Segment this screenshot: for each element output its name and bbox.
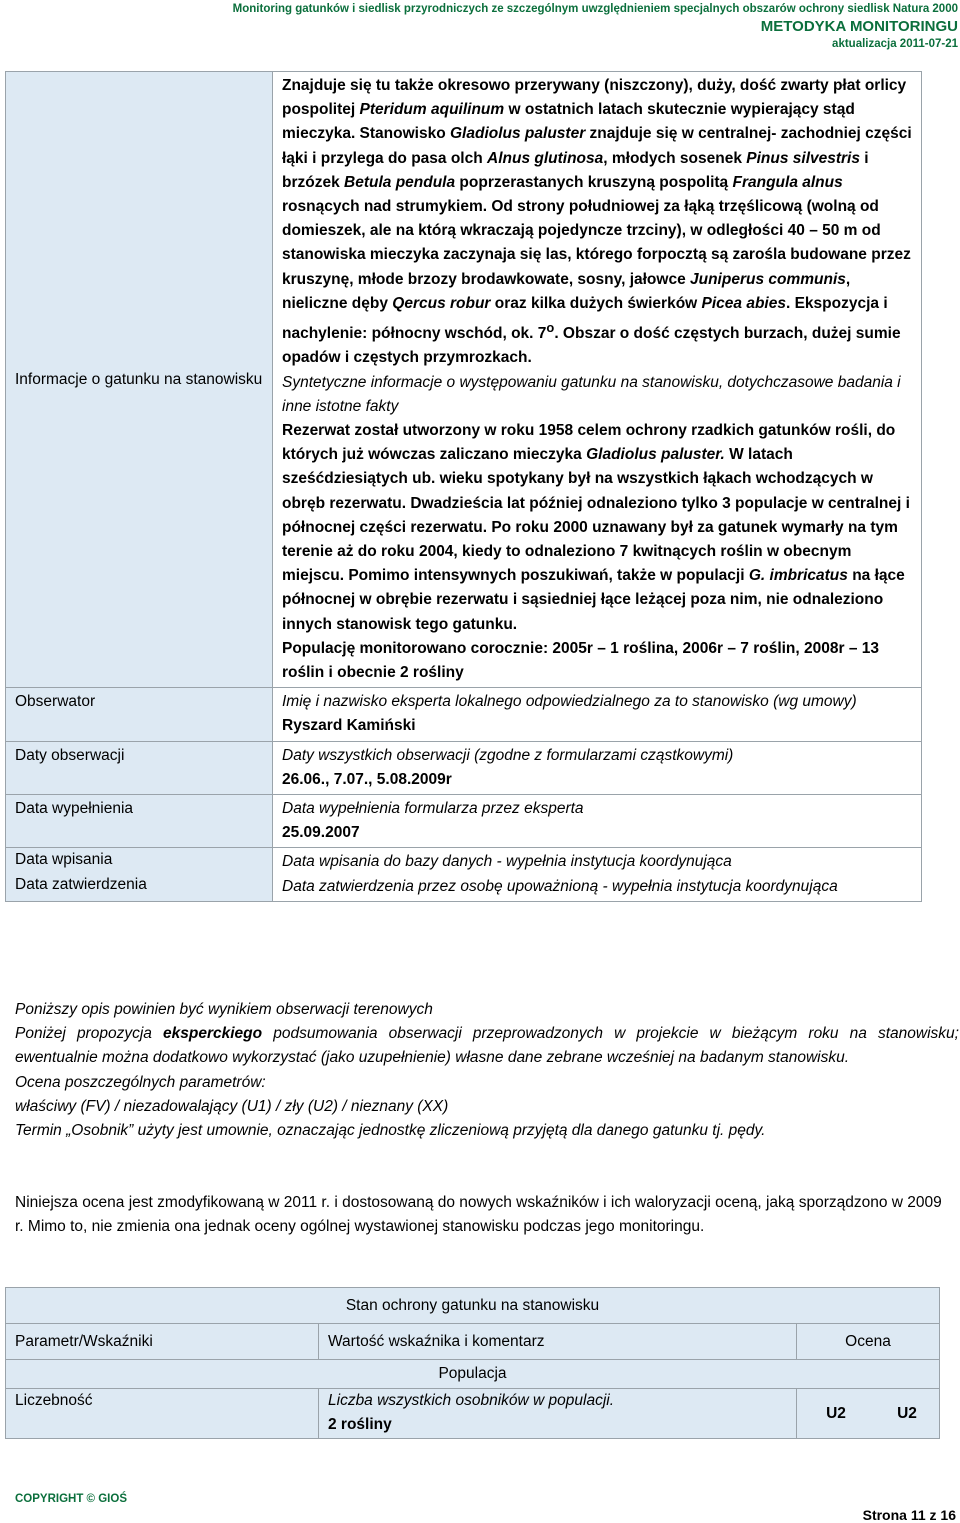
- table-row: [6, 1389, 940, 1439]
- group-populacja: Populacja: [6, 1360, 940, 1389]
- observer-hint: Imię i nazwisko eksperta lokalnego odpowiedzialnego za to stanowisko (wg umowy): [282, 693, 857, 711]
- approval-date-hint: Data zatwierdzenia przez osobę upoważnioną - wypełnia instytucja koordynująca: [282, 877, 838, 895]
- info-label: Informacje o gatunku na stanowisku: [6, 72, 273, 688]
- fill-date-value: [273, 795, 922, 848]
- rating-cell: U2: [797, 1389, 876, 1439]
- header-update-date: aktualizacja 2011-07-21: [832, 38, 958, 50]
- fill-date: 25.09.2007: [282, 824, 360, 842]
- note-line: Termin „Osobnik” użyty jest umownie, oznaczając jednostkę zliczeniową przyjętą dla danego gatunku tj. pędy.: [15, 1122, 766, 1140]
- site-description: Znajduje się tu także okresowo przerywany (niszczony), duży, dość zwarty płat orlicy pospolitej Pteridum aquilinum w ostatnich latach skutecznie wypierający stąd mieczyka. Stanowisko Gladiolus paluster znajduje się w centralnej- zachodniej części łąki i przylega do pasa olch Alnus glutinosa, młodych sosenek Pinus silvestris i brzózek Betula pendula poprzerastanych kruszyną pospolitą Frangula alnus rosnących nad strumykiem. Od strony południowej za łąką trzęślicową (wolną od domieszek, ale na którą wkraczają pojedyncze trzciny), w odległości 40 – 50 m od stanowiska mieczyka zaczynaja się las, którego forpocztą są zarośla budowane przez kruszynę, młode brzozy brodawkowate, sosny, jałowce Juniperus communis, nieliczne dęby Qercus robur oraz kilka dużych świerków Picea abies. Ekspozycja i nachylenie: północny wschód, ok. 7$^o$. Obszar o dość częstych burzach, dużej sumie opadów i częstych przymrozkach.: [282, 77, 912, 367]
- info-value: [273, 72, 922, 688]
- header-project-title: Monitoring gatunków i siedlisk przyrodniczych ze szczególnym uwzględnieniem specjalnych obszarów ochrony siedlisk Natura 2000: [232, 3, 958, 15]
- obs-dates-value: [273, 741, 922, 794]
- footer-copyright: COPYRIGHT © GIOŚ: [15, 1493, 127, 1505]
- modification-note: Niniejsza ocena jest zmodyfikowaną w 2011 r. i dostosowaną do nowych wskaźników i ich waloryzacji oceną, jaką sporządzono w 2009 r. Mimo to, nie zmienia ona jednak oceny ogólnej wystawionej stanowisku podczas jego monitoringu.: [15, 1194, 942, 1235]
- entry-date-label: Data wpisania: [15, 851, 113, 869]
- fill-date-row: [6, 795, 922, 848]
- rating-cell: U2: [875, 1389, 940, 1439]
- instructions-notes: [15, 998, 959, 1143]
- obs-dates-label: Daty obserwacji: [6, 741, 273, 794]
- footer-page-number: Strona 11 z 16: [862, 1507, 956, 1523]
- status-title: Stan ochrony gatunku na stanowisku: [6, 1288, 940, 1324]
- entry-date-hint: Data wpisania do bazy danych - wypełnia instytucja koordynująca: [282, 853, 732, 871]
- param-name: Liczebność: [6, 1389, 319, 1439]
- note-line: właściwy (FV) / niezadowalający (U1) / zły (U2) / nieznany (XX): [15, 1097, 449, 1115]
- synth-history: Rezerwat został utworzony w roku 1958 celem ochrony rzadkich gatunków rośli, do których już wówczas zaliczano mieczyka Gladiolus paluster. W latach sześćdziesiątych ub. wieku spotykany był na wszystkich łąkach wchodzących w obręb rezerwatu. Dwadzieścia lat później odnaleziono tylko 3 populacje w centralnej i północnej części rezerwatu. Po roku 2000 uznawany był za gatunek wymarły na tym terenie aż do roku 2004, kiedy to odnaleziono 7 kwitnących roślin w obecnym miejscu. Pomimo intensywnych poszukiwań, także w populacji G. imbricatus na łące północnej w obrębie rezerwatu i sąsiedniej łące leżącej poza nim, nie odnaleziono innych stanowisk tego gatunku.: [282, 422, 910, 633]
- synth-population: Populację monitorowano corocznie: 2005r – 1 roślina, 2006r – 7 roślin, 2008r – 13 roślin i obecnie 2 rośliny: [282, 639, 879, 682]
- observer-value: [273, 688, 922, 741]
- param-value: [319, 1389, 797, 1439]
- col-rating: Ocena: [797, 1324, 940, 1360]
- observer-label: Obserwator: [6, 688, 273, 741]
- note-line: Poniżej propozycja eksperckiego podsumowania obserwacji przeprowadzonych w projekcie w bieżącym roku na stanowisku; ewentualnie można dodatkowo wykorzystać (jako uzupełnienie) własne dane zebrane wcześniej na badanym stanowisku.: [15, 1025, 959, 1067]
- info-row: [6, 72, 922, 688]
- status-group-row: [6, 1360, 940, 1389]
- param-desc: Liczba wszystkich osobników w populacji.: [328, 1392, 615, 1409]
- col-value: Wartość wskaźnika i komentarz: [319, 1324, 797, 1360]
- entry-approval-labels: [6, 848, 273, 901]
- note-line: Poniższy opis powinien być wynikiem obserwacji terenowych: [15, 1001, 433, 1018]
- observer-name: Ryszard Kamiński: [282, 717, 416, 735]
- note-line: Ocena poszczególnych parametrów:: [15, 1073, 266, 1091]
- obs-dates-hint: Daty wszystkich obserwacji (zgodne z formularzami cząstkowymi): [282, 746, 734, 764]
- obs-dates-row: [6, 741, 922, 794]
- status-table: [5, 1287, 940, 1439]
- observer-row: [6, 688, 922, 741]
- obs-dates: 26.06., 7.07., 5.08.2009r: [282, 770, 452, 788]
- entry-approval-values: [273, 848, 922, 901]
- status-title-row: [6, 1288, 940, 1324]
- synth-heading: Syntetyczne informacje o występowaniu gatunku na stanowisku, dotychczasowe badania i inne istotne fakty: [282, 373, 901, 415]
- entry-approval-row: [6, 848, 922, 901]
- info-table: [5, 71, 922, 902]
- header-doc-title: METODYKA MONITORINGU: [760, 18, 958, 35]
- approval-date-label: Data zatwierdzenia: [15, 875, 147, 893]
- fill-date-label: Data wypełnienia: [6, 795, 273, 848]
- param-count: 2 rośliny: [328, 1416, 392, 1433]
- fill-date-hint: Data wypełnienia formularza przez eksperta: [282, 800, 584, 818]
- col-param: Parametr/Wskaźniki: [6, 1324, 319, 1360]
- status-header-row: [6, 1324, 940, 1360]
